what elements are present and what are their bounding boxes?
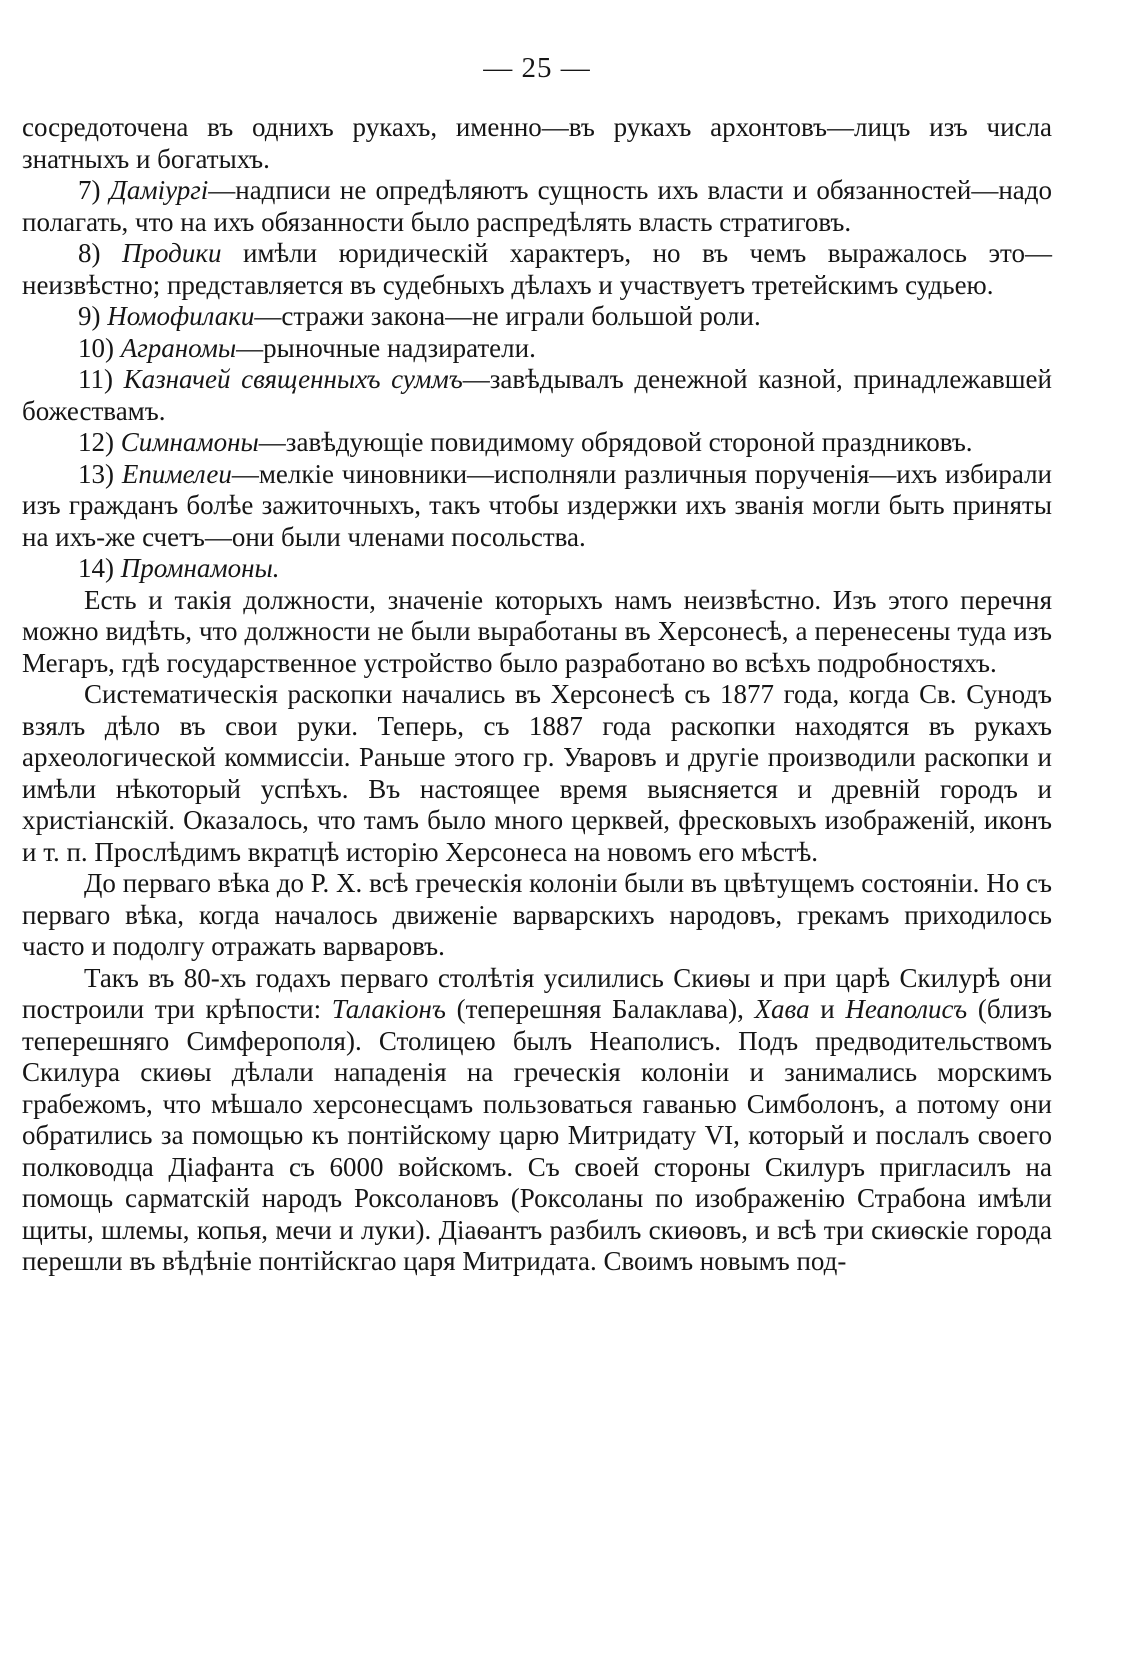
italic-term: Симнамоны <box>120 427 259 457</box>
page-number: — 25 — <box>483 52 591 84</box>
text-run: 13) <box>78 458 122 489</box>
paragraph <box>22 301 1052 333</box>
body-text <box>22 112 1052 1278</box>
text-run: —мелкiе чиновники—исполняли различныя порученiя—ихъ избирали изъ гражданъ болѣе зажиточныхъ, такъ чтобы издержки ихъ званiя могли быть приняты на ихъ-же счетъ—они были членами посольства. <box>22 458 1052 552</box>
book-page <box>22 48 1052 1278</box>
italic-term: Епимелеи <box>121 458 232 489</box>
paragraph <box>22 333 1052 365</box>
paragraph <box>22 963 1052 1278</box>
text-run: и <box>809 994 846 1024</box>
text-run: сосредоточена въ однихъ рукахъ, именно—въ рукахъ архонтовъ—лицъ изъ числа знатныхъ и богатыхъ. <box>22 112 1052 174</box>
text-run: 12) <box>78 427 121 457</box>
italic-term: Хава <box>754 994 810 1024</box>
text-run: Есть и такiя должности, значенiе которыхъ намъ неизвѣстно. Изъ этого перечня можно видѣть, что должности не были выработаны въ Херсонесѣ, а перенесены туда изъ Мегаръ, гдѣ государственное устройство было разработано во всѣхъ подробностяхъ. <box>22 584 1052 678</box>
text-run: —надписи не опредѣляютъ сущность ихъ власти и обязанностей—надо полагать, что на ихъ обязанности было распредѣлять власть стратиговъ. <box>22 175 1052 237</box>
paragraph <box>22 868 1052 963</box>
paragraph <box>22 238 1052 301</box>
text-run: До перваго вѣка до Р. Х. всѣ греческiя колонiи были въ цвѣтущемъ состоянiи. Но съ перваго вѣка, когда началось движенiе варварскихъ народовъ, грекамъ приходилось часто и подолгу отражать варваровъ. <box>22 868 1052 961</box>
text-run: Такъ въ 80-хъ годахъ перваго столѣтiя усилились Скиѳы и при царѣ Скилурѣ они построили три крѣпости: <box>22 962 1052 1024</box>
text-run: 7) <box>78 175 110 205</box>
text-run: 14) <box>78 553 121 583</box>
text-run: 9) <box>78 301 108 331</box>
text-run: —рыночные надзиратели. <box>236 332 536 363</box>
italic-term: Продики <box>122 238 222 268</box>
text-run: —завѣдующiе повидимому обрядовой стороной праздниковъ. <box>258 427 973 457</box>
text-run: (близъ теперешняго Симферополя). Столицею былъ Неаполисъ. Подъ предводительствомъ Скилура скиѳы дѣлали нападенiя на греческiя колонiи и занимались морскимъ грабежомъ, что мѣшало херсонесцамъ пользоваться гаванью Симболонъ, а потому они обратились за помощью къ понтiйскому царю Митридату VI, который и послалъ своего полководца Дiафанта съ 6000 войскомъ. Съ своей стороны Скилуръ пригласилъ на помощь сарматскiй народъ Роксолановъ (Роксоланы по изображенiю Страбона имѣли щиты, шлемы, копья, мечи и луки). Дiаѳантъ разбилъ скиѳовъ, и всѣ три скиѳскiе города перешли въ вѣдѣнiе понтiйскгао царя Митридата. Своимъ новымъ под- <box>22 994 1052 1276</box>
text-run: (теперешняя Балаклава), <box>445 994 755 1024</box>
text-run: —стражи закона—не играли большой роли. <box>254 301 761 331</box>
paragraph <box>22 679 1052 868</box>
text-run: 8) <box>78 238 123 268</box>
paragraph <box>22 427 1052 459</box>
text-run: имѣли юридическiй характеръ, но въ чемъ выражалось это—неизвѣстно; представляется въ судебныхъ дѣлахъ и участвуетъ третейскимъ судьею. <box>22 238 1052 300</box>
italic-term: Неаполисъ <box>845 994 968 1024</box>
text-run: 11) <box>78 364 124 394</box>
text-run: —завѣдывалъ денежной казной, принадлежавшей божествамъ. <box>22 364 1052 426</box>
italic-term: Дамiургi <box>109 175 209 205</box>
paragraph <box>22 364 1052 427</box>
paragraph <box>22 112 1052 175</box>
text-run: 10) <box>78 332 121 363</box>
paragraph <box>22 459 1052 554</box>
italic-term: Номофилаки <box>107 301 255 331</box>
italic-term: Талакiонъ <box>331 994 446 1024</box>
italic-term: Промнамоны. <box>120 553 280 583</box>
paragraph <box>22 175 1052 238</box>
paragraph <box>22 585 1052 680</box>
italic-term: Аграномы <box>120 332 237 363</box>
italic-term: Казначей священныхъ суммъ <box>123 364 463 394</box>
paragraph <box>22 553 1052 585</box>
text-run: Систематическiя раскопки начались въ Херсонесѣ съ 1877 года, когда Св. Сунодъ взялъ дѣло въ свои руки. Теперь, съ 1887 года раскопки находятся въ рукахъ археологической коммиссiи. Раньше этого гр. Уваровъ и другiе производили раскопки и имѣли нѣкоторый успѣхъ. Въ настоящее время выясняется и древнiй городъ и христiанскiй. Оказалось, что тамъ было много церквей, фресковыхъ изображенiй, иконъ и т. п. Прослѣдимъ вкратцѣ исторiю Херсонеса на новомъ его мѣстѣ. <box>22 679 1052 867</box>
